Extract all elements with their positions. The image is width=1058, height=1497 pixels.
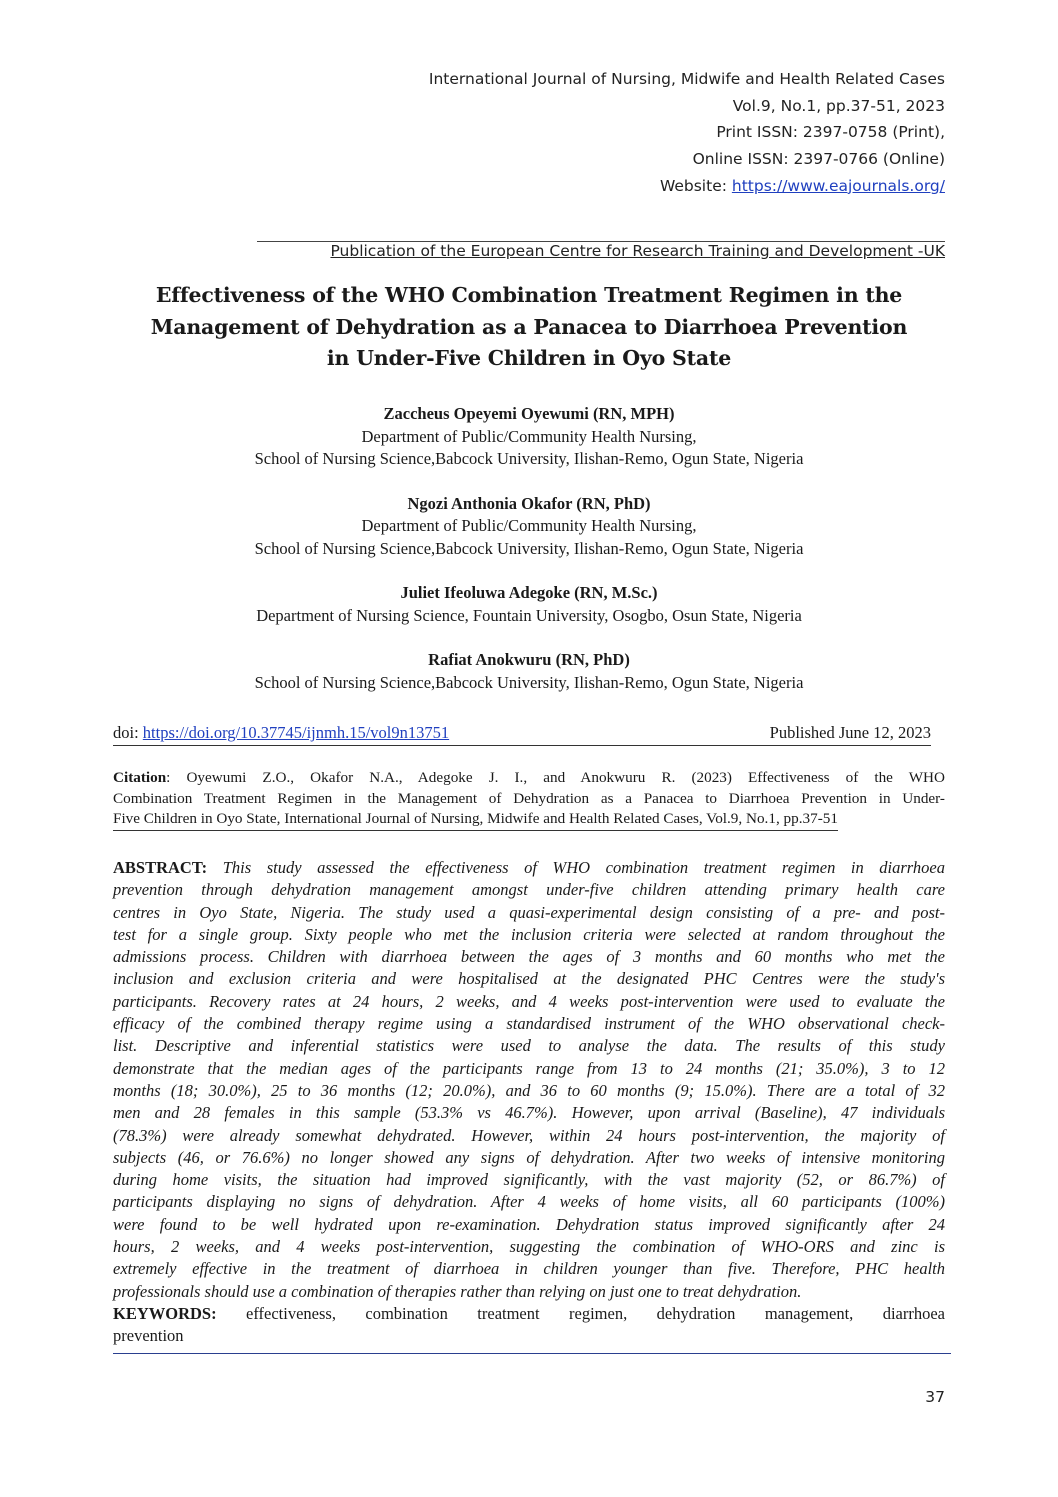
footer-divider [113,1353,951,1354]
title-line: Management of Dehydration as a Panacea to Diarrhoea Prevention [150,314,908,339]
keywords-label: KEYWORDS: [113,1303,217,1323]
keywords-line: prevention [113,1326,184,1346]
author-affiliation: Department of Public/Community Health Nursing, [361,426,697,446]
abstract-line: were found to be well hydrated upon re-examination. Dehydration status improved significantly after 24 [113,1214,945,1234]
keywords-text: effectiveness, combination treatment regimen, dehydration management, diarrhoea [216,1303,945,1323]
author-list [100,403,958,716]
author-block [100,403,958,471]
author-name: Rafiat Anokwuru (RN, PhD) [428,650,630,669]
keywords-line [113,1303,945,1325]
citation-line: Five Children in Oyo State, International Journal of Nursing, Midwife and Health Related Cases, Vol.9, No.1, pp.37-51 [113,809,838,831]
author-block [100,493,958,561]
citation [113,768,945,831]
abstract-line: centres in Oyo State, Nigeria. The study used a quasi-experimental design consisting of a pre- and post- [113,902,945,922]
author-name: Ngozi Anthonia Okafor (RN, PhD) [407,493,651,513]
abstract-line: participants displaying no signs of dehydration. After 4 weeks of home visits, all 60 participants (100%) [113,1192,945,1212]
website-link[interactable]: https://www.eajournals.org/ [731,176,945,195]
abstract-line: months (18; 30.0%), 25 to 36 months (12; 20.0%), and 36 to 60 months (9; 15.0%). There are a total of 32 [113,1080,945,1100]
publisher-text: Publication of the European Centre for Research Training and Development -UK [330,242,945,260]
abstract-line: inclusion and exclusion criteria and were hospitalised at the designated PHC Centres were the study's [113,969,945,989]
title-line: Effectiveness of the WHO Combination Treatment Regimen in the [155,283,903,307]
website-label: Website: [659,176,732,195]
author-block [100,649,958,694]
page-number: 37 [925,1388,945,1406]
doi-link[interactable]: https://doi.org/10.37745/ijnmh.15/vol9n13751 [142,723,450,742]
doi [113,723,449,743]
journal-name: International Journal of Nursing, Midwife and Health Related Cases [428,70,945,88]
author-affiliation: Department of Public/Community Health Nursing, [361,516,697,535]
citation-label: Citation [113,769,167,786]
author-affiliation: School of Nursing Science,Babcock University, Ilishan-Remo, Ogun State, Nigeria [254,672,804,692]
abstract-line: hours, 2 weeks, and 4 weeks post-intervention, suggesting the combination of WHO-ORS and zinc is [113,1237,945,1257]
abstract-line: participants. Recovery rates at 24 hours, 2 weeks, and 4 weeks post-intervention were used to evaluate the [113,991,945,1011]
paper-title [100,280,958,375]
abstract [113,857,945,1348]
abstract-line: men and 28 females in this sample (53.3% vs 46.7%). However, upon arrival (Baseline), 47 individuals [113,1103,945,1123]
abstract-line: test for a single group. Sixty people who met the inclusion criteria were selected at random throughout the [113,924,945,944]
keywords [113,1303,945,1348]
abstract-line: admissions process. Children with diarrhoea between the ages of 3 months and 60 months who met the [113,947,945,967]
journal-volume: Vol.9, No.1, pp.37-51, 2023 [732,96,945,115]
citation-text: : Oyewumi Z.O., Okafor N.A., Adegoke J. I., and Anokwuru R. (2023) Effectiveness of the WHO [166,769,945,786]
citation-line [113,768,945,789]
abstract-line: list. Descriptive and inferential statistics were used to analyse the data. The results of this study [113,1036,945,1056]
website-line [125,173,945,200]
abstract-line: prevention through dehydration management amongst under-five children attending primary health care [113,880,945,900]
author-name: Zaccheus Opeyemi Oyewumi (RN, MPH) [383,404,675,423]
abstract-line: extremely effective in the treatment of diarrhoea in children younger than five. Therefore, PHC health [113,1259,945,1279]
doi-label: doi: [113,723,143,742]
abstract-label: ABSTRACT: [113,858,208,877]
citation-line: Combination Treatment Regimen in the Management of Dehydration as a Panacea to Diarrhoea Prevention in Under- [113,789,945,807]
author-name: Juliet Ifeoluwa Adegoke (RN, M.Sc.) [400,583,658,602]
author-affiliation: School of Nursing Science,Babcock University, Ilishan-Remo, Ogun State, Nigeria [254,538,804,558]
abstract-text: This study assessed the effectiveness of WHO combination treatment regimen in diarrhoea [207,858,945,877]
author-block [100,582,958,627]
abstract-line: subjects (46, or 76.6%) no longer showed any signs of dehydration. After two weeks of intensive monitoring [113,1147,945,1167]
abstract-line: demonstrate that the median ages of the participants range from 13 to 24 months (21; 35.0%), 3 to 12 [113,1058,945,1078]
journal-header [125,66,945,200]
abstract-line: (78.3%) were already somewhat dehydrated. However, within 24 hours post-intervention, the majority of [113,1125,945,1145]
online-issn: Online ISSN: 2397-0766 (Online) [692,150,945,169]
abstract-line: professionals should use a combination of therapies rather than relying on just one to treat dehydration. [113,1281,802,1301]
abstract-line: efficacy of the combined therapy regime using a standardised instrument of the WHO observational check- [113,1014,945,1034]
abstract-line [113,857,945,879]
doi-row [113,723,931,746]
author-affiliation: School of Nursing Science,Babcock University, Ilishan-Remo, Ogun State, Nigeria [254,449,804,468]
title-line: in Under-Five Children in Oyo State [326,346,732,370]
published-date: Published June 12, 2023 [769,723,931,742]
abstract-line: during home visits, the situation had improved significantly, with the vast majority (52, or 86.7%) of [113,1170,945,1190]
print-issn: Print ISSN: 2397-0758 (Print), [716,123,945,142]
publisher-line [257,241,945,260]
author-affiliation: Department of Nursing Science, Fountain University, Osogbo, Osun State, Nigeria [256,605,802,625]
